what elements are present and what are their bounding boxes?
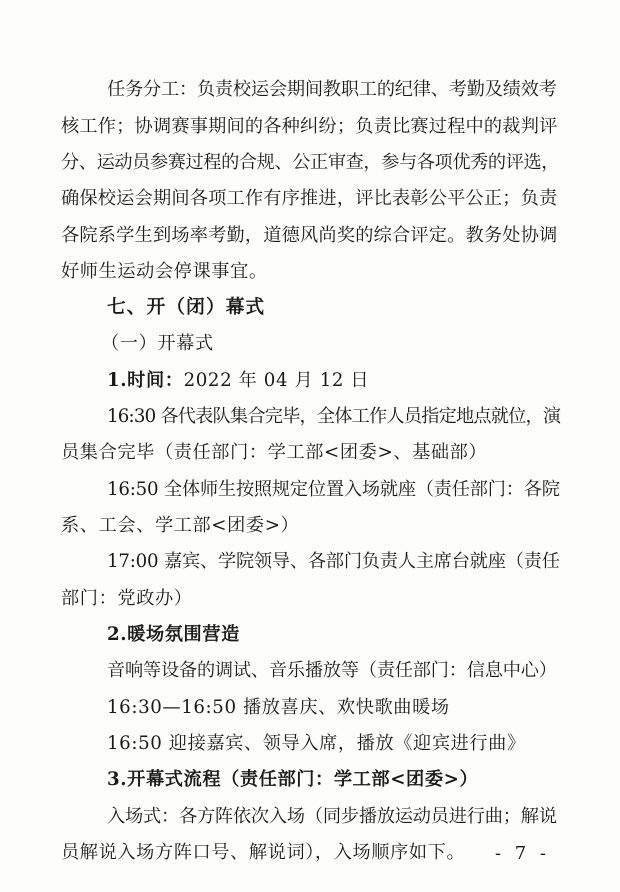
warmup-welcome-guests: 16:50 迎接嘉宾、领导入席，播放《迎宾进行曲》	[107, 733, 526, 754]
paragraph-task-division-line-1: 任务分工：负责校运会期间教职工的纪律、考勤及绩效考	[107, 79, 557, 100]
schedule-1630-line-2: 员集合完毕（责任部门：学工部<团委>、基础部）	[61, 442, 488, 463]
schedule-1650-line-1: 16:50 全体师生按照规定位置入场就座（责任部门：各院	[107, 479, 560, 500]
warmup-music-time: 16:30—16:50 播放喜庆、欢快歌曲暖场	[107, 697, 450, 718]
section-heading-opening-closing: 七、开（闭）幕式	[107, 297, 266, 318]
page-number: - 7 -	[494, 843, 550, 864]
item-opening-procedure: 3.开幕式流程（责任部门：学工部<团委>）	[107, 769, 479, 790]
paragraph-task-division-line-6: 好师生运动会停课事宜。	[61, 261, 268, 282]
schedule-1700-line-2: 部门：党政办）	[61, 588, 193, 609]
item-warmup-atmosphere: 2.暖场氛围营造	[107, 624, 240, 645]
paragraph-task-division-line-2: 核工作；协调赛事期间的各种纠纷；负责比赛过程中的裁判评	[61, 116, 558, 137]
subsection-opening-ceremony: （一）开幕式	[101, 333, 214, 354]
paragraph-task-division-line-4: 确保校运会期间各项工作有序推进，评比表彰公平公正；负责	[61, 188, 558, 209]
time-line	[107, 368, 369, 394]
entrance-line-1: 入场式：各方阵依次入场（同步播放运动员进行曲；解说	[107, 806, 557, 827]
warmup-audio-setup: 音响等设备的调试、音乐播放等（责任部门：信息中心）	[107, 660, 557, 681]
time-label: 1.时间：	[107, 370, 184, 391]
schedule-1650-line-2: 系、工会、学工部<团委>）	[61, 515, 300, 536]
schedule-1700-line-1: 17:00 嘉宾、学院领导、各部门负责人主席台就座（责任	[107, 551, 560, 572]
schedule-1630-line-1: 16:30 各代表队集合完毕，全体工作人员指定地点就位，演	[107, 406, 561, 427]
time-value: 2022 年 04 月 12 日	[183, 370, 370, 391]
paragraph-task-division-line-3: 分、运动员参赛过程的合规、公正审查，参与各项优秀的评选，	[61, 152, 560, 173]
entrance-line-2: 员解说入场方阵口号、解说词），入场顺序如下。	[61, 842, 466, 863]
paragraph-task-division-line-5: 各院系学生到场率考勤，道德风尚奖的综合评定。教务处协调	[61, 225, 558, 246]
